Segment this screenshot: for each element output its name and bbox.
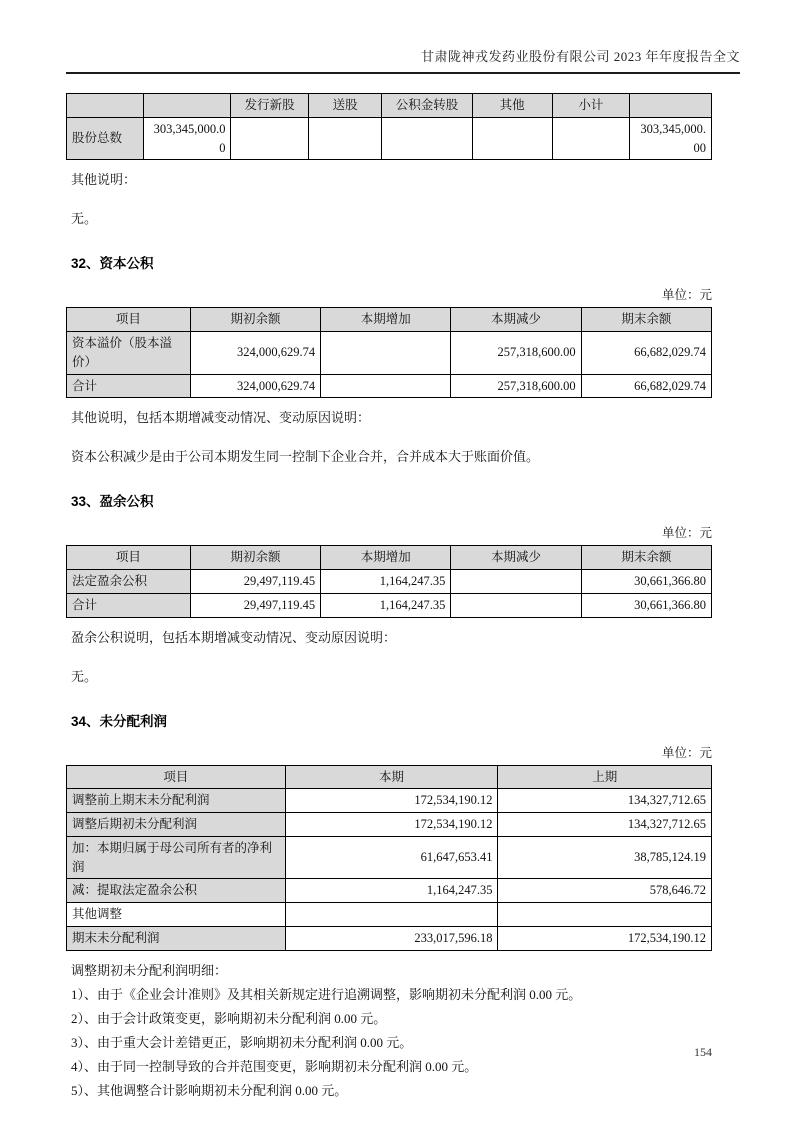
section-34-heading: 34、未分配利润 [71,713,168,729]
value-cell [321,374,451,398]
value-cell [472,117,552,160]
value-cell: 257,318,600.00 [451,332,581,375]
column-header: 期末余额 [581,546,711,570]
value-cell: 172,534,190.12 [285,789,498,813]
value-cell: 233,017,596.18 [285,926,498,950]
column-header: 本期 [285,765,498,789]
value-cell: 30,661,366.80 [581,593,711,617]
capital-reserve-table [66,307,712,398]
value-cell: 303,345,000.00 [144,117,231,160]
value-cell: 1,164,247.35 [285,879,498,903]
table-row [67,836,712,879]
row-label-cell: 调整后期初未分配利润 [67,813,286,837]
table-row [67,813,712,837]
table-header-row [67,765,712,789]
value-cell: 172,534,190.12 [498,926,712,950]
adjustment-detail-item: 5）、其他调整合计影响期初未分配利润 0.00 元。 [71,1082,348,1098]
column-header: 项目 [67,765,286,789]
table-row [67,117,712,160]
column-header: 小计 [552,94,629,118]
table-row [67,593,712,617]
column-header: 本期增加 [321,546,451,570]
column-header: 期末余额 [581,308,711,332]
row-label-cell: 调整前上期末未分配利润 [67,789,286,813]
table-header-row [67,546,712,570]
table-row [67,926,712,950]
column-header: 项目 [67,308,191,332]
row-label-cell: 股份总数 [67,117,144,160]
share-other-note-value: 无。 [71,211,98,227]
value-cell: 29,497,119.45 [190,593,320,617]
value-cell [552,117,629,160]
table-row [67,789,712,813]
table-row [67,570,712,594]
column-header: 项目 [67,546,191,570]
value-cell: 61,647,653.41 [285,836,498,879]
value-cell: 66,682,029.74 [581,332,711,375]
column-header: 送股 [308,94,382,118]
report-header-title: 甘肃陇神戎发药业股份有限公司 2023 年年度报告全文 [420,49,740,64]
value-cell [285,903,498,927]
table-header-row [67,94,712,118]
adjustment-detail-item: 1）、由于《企业会计准则》及其相关新规定进行追溯调整，影响期初未分配利润 0.00 元。 [71,986,582,1002]
adjustment-detail-item: 2）、由于会计政策变更，影响期初未分配利润 0.00 元。 [71,1010,387,1026]
share-other-note-label: 其他说明： [71,172,137,188]
table-header-row [67,308,712,332]
value-cell: 324,000,629.74 [190,374,320,398]
value-cell [498,903,712,927]
surplus-reserve-note-value: 无。 [71,668,98,684]
column-header [67,94,144,118]
value-cell: 257,318,600.00 [451,374,581,398]
row-label-cell: 合计 [67,593,191,617]
column-header: 本期减少 [451,308,581,332]
value-cell: 134,327,712.65 [498,813,712,837]
surplus-reserve-note-label: 盈余公积说明，包括本期增减变动情况、变动原因说明： [71,629,397,645]
value-cell: 29,497,119.45 [190,570,320,594]
share-capital-change-table [66,93,712,160]
column-header: 上期 [498,765,712,789]
column-header [144,94,231,118]
value-cell: 134,327,712.65 [498,789,712,813]
value-cell: 578,646.72 [498,879,712,903]
column-header: 本期增加 [321,308,451,332]
adjustment-detail-list [66,986,740,1100]
row-label-cell: 加：本期归属于母公司所有者的净利润 [67,836,286,879]
column-header: 期初余额 [190,546,320,570]
row-label-cell: 其他调整 [67,903,286,927]
page-header [66,46,740,74]
adjustment-detail-item: 3）、由于重大会计差错更正，影响期初未分配利润 0.00 元。 [71,1034,413,1050]
value-cell [451,593,581,617]
table-row [67,879,712,903]
table-row [67,374,712,398]
value-cell: 38,785,124.19 [498,836,712,879]
page-number: 154 [694,1045,712,1059]
row-label-cell: 合计 [67,374,191,398]
value-cell: 172,534,190.12 [285,813,498,837]
row-label-cell: 期末未分配利润 [67,926,286,950]
value-cell [308,117,382,160]
value-cell: 303,345,000.00 [630,117,712,160]
value-cell [451,570,581,594]
value-cell [382,117,472,160]
row-label-cell: 资本溢价（股本溢价） [67,332,191,375]
adjustment-detail-item: 4）、由于同一控制导致的合并范围变更，影响期初未分配利润 0.00 元。 [71,1058,478,1074]
table-row [67,903,712,927]
capital-reserve-note-label: 其他说明，包括本期增减变动情况、变动原因说明： [71,410,371,426]
section-33-unit-label: 单位：元 [661,526,712,541]
capital-reserve-note-value: 资本公积减少是由于公司本期发生同一控制下企业合并，合并成本大于账面价值。 [71,449,540,465]
value-cell: 324,000,629.74 [190,332,320,375]
table-row [67,332,712,375]
row-label-cell: 法定盈余公积 [67,570,191,594]
column-header: 本期减少 [451,546,581,570]
column-header: 期初余额 [190,308,320,332]
column-header: 公积金转股 [382,94,472,118]
column-header [630,94,712,118]
section-32-heading: 32、资本公积 [71,256,154,272]
row-label-cell: 减：提取法定盈余公积 [67,879,286,903]
value-cell: 1,164,247.35 [321,593,451,617]
surplus-reserve-table [66,545,712,617]
value-cell [321,332,451,375]
section-33-heading: 33、盈余公积 [71,494,154,510]
retained-earnings-table [66,765,712,951]
value-cell: 1,164,247.35 [321,570,451,594]
value-cell: 66,682,029.74 [581,374,711,398]
value-cell [231,117,308,160]
adjustment-detail-label: 调整期初未分配利润明细： [71,962,228,978]
section-34-unit-label: 单位：元 [661,745,712,760]
section-32-unit-label: 单位：元 [661,288,712,303]
value-cell: 30,661,366.80 [581,570,711,594]
column-header: 发行新股 [231,94,308,118]
column-header: 其他 [472,94,552,118]
